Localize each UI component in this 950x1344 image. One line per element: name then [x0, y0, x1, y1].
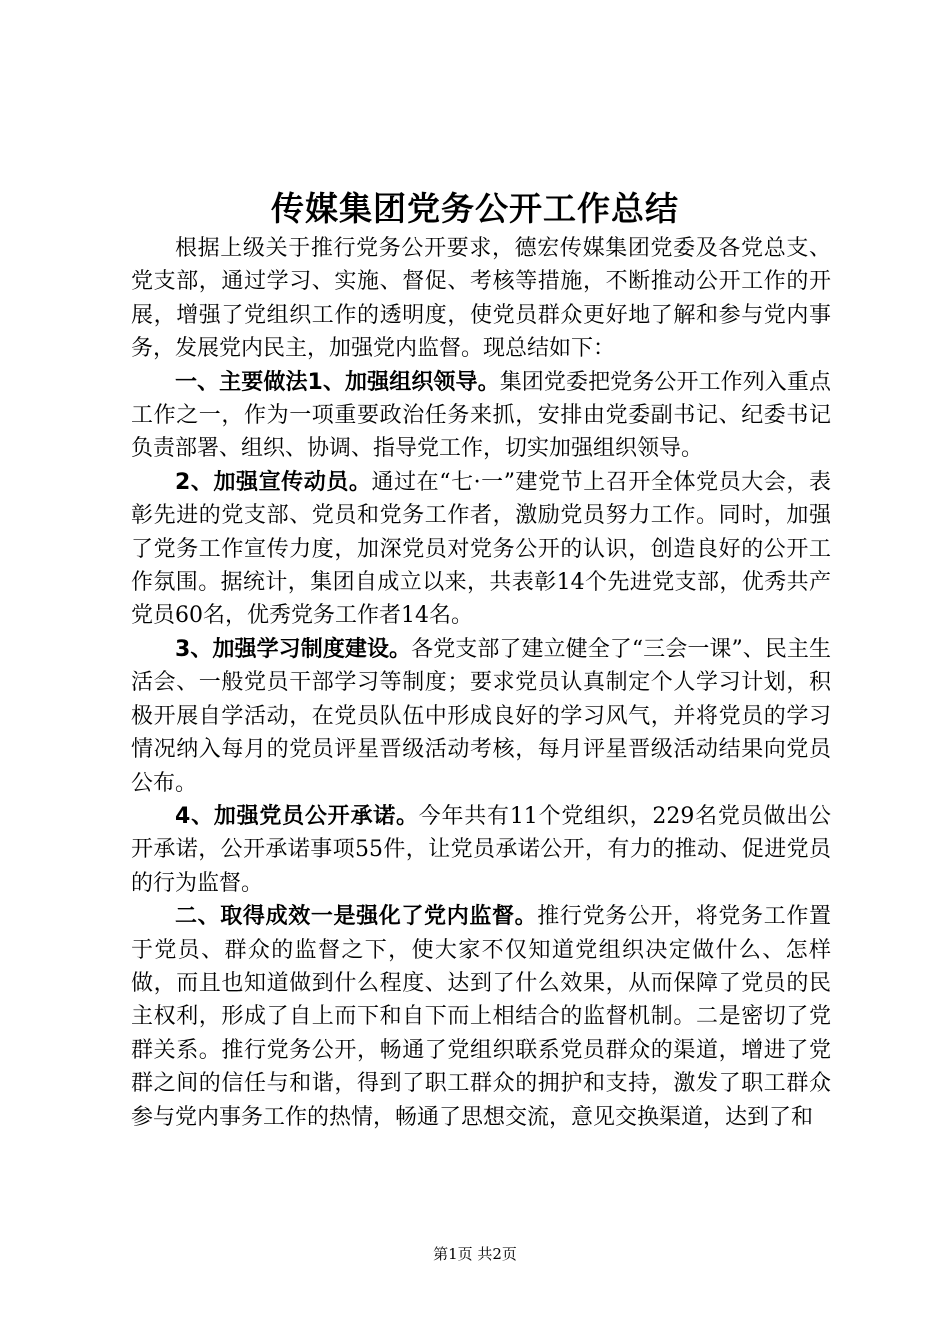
section-text-5: 推行党务公开，将党务工作置于党员、群众的监督之下，使大家不仅知道党组织决定做什么、怎样做，而且也知道做到什么程度、达到了什么效果，从而保障了党员的民主权利，形成了自上而下和自下而上相结合的监督机制。二是密切了党群关系。推行党务公开，畅通了党组织联系党员群众的渠道，增进了党群之间的信任与和谐，得到了职工群众的拥护和支持，激发了职工群众参与党内事务工作的热情，畅通了思想交流，意见交换渠道，达到了和: [131, 904, 831, 1130]
section-paragraph-3: [131, 633, 831, 800]
section-heading-3: 3、加强学习制度建设。: [175, 636, 412, 662]
section-heading-4: 4、加强党员公开承诺。: [175, 803, 419, 829]
document-title: 传媒集团党务公开工作总结: [271, 189, 679, 228]
section-text-4: 今年共有11个党组织，229名党员做出公开承诺，公开承诺事项55件，让党员承诺公开，有力的推动、促进党员的行为监督。: [131, 803, 831, 896]
section-paragraph-2: [131, 466, 831, 633]
section-paragraph-4: [131, 800, 831, 900]
intro-paragraph: 根据上级关于推行党务公开要求，德宏传媒集团党委及各党总支、党支部，通过学习、实施、督促、考核等措施，不断推动公开工作的开展，增强了党组织工作的透明度，使党员群众更好地了解和参与党内事务，发展党内民主，加强党内监督。现总结如下：: [131, 236, 831, 362]
section-text-2: 通过在“七·一”建党节上召开全体党员大会，表彰先进的党支部、党员和党务工作者，激励党员努力工作。同时，加强了党务工作宣传力度，加深党员对党务公开的认识，创造良好的公开工作氛围。据统计，集团自成立以来，共表彰14个先进党支部，优秀共产党员60名，优秀党务工作者14名。: [131, 469, 831, 629]
section-heading-2: 2、加强宣传动员。: [175, 469, 372, 495]
section-text-1: 集团党委把党务公开工作列入重点工作之一，作为一项重要政治任务来抓，安排由党委副书记、纪委书记负责部署、组织、协调、指导党工作，切实加强组织领导。: [131, 369, 831, 462]
section-text-3: 各党支部了建立健全了“三会一课”、民主生活会、一般党员干部学习等制度；要求党员认真制定个人学习计划，积极开展自学活动，在党员队伍中形成良好的学习风气，并将党员的学习情况纳入每月的党员评星晋级活动考核，每月评星晋级活动结果向党员公布。: [131, 636, 832, 796]
section-heading-1: 一、主要做法1、加强组织领导。: [175, 369, 500, 395]
document-body: [131, 232, 831, 1134]
page-footer: 第1页 共2页: [433, 1245, 517, 1263]
section-paragraph-1: [131, 366, 831, 466]
section-heading-5: 二、取得成效一是强化了党内监督。: [175, 904, 538, 930]
section-paragraph-5: [131, 900, 831, 1134]
